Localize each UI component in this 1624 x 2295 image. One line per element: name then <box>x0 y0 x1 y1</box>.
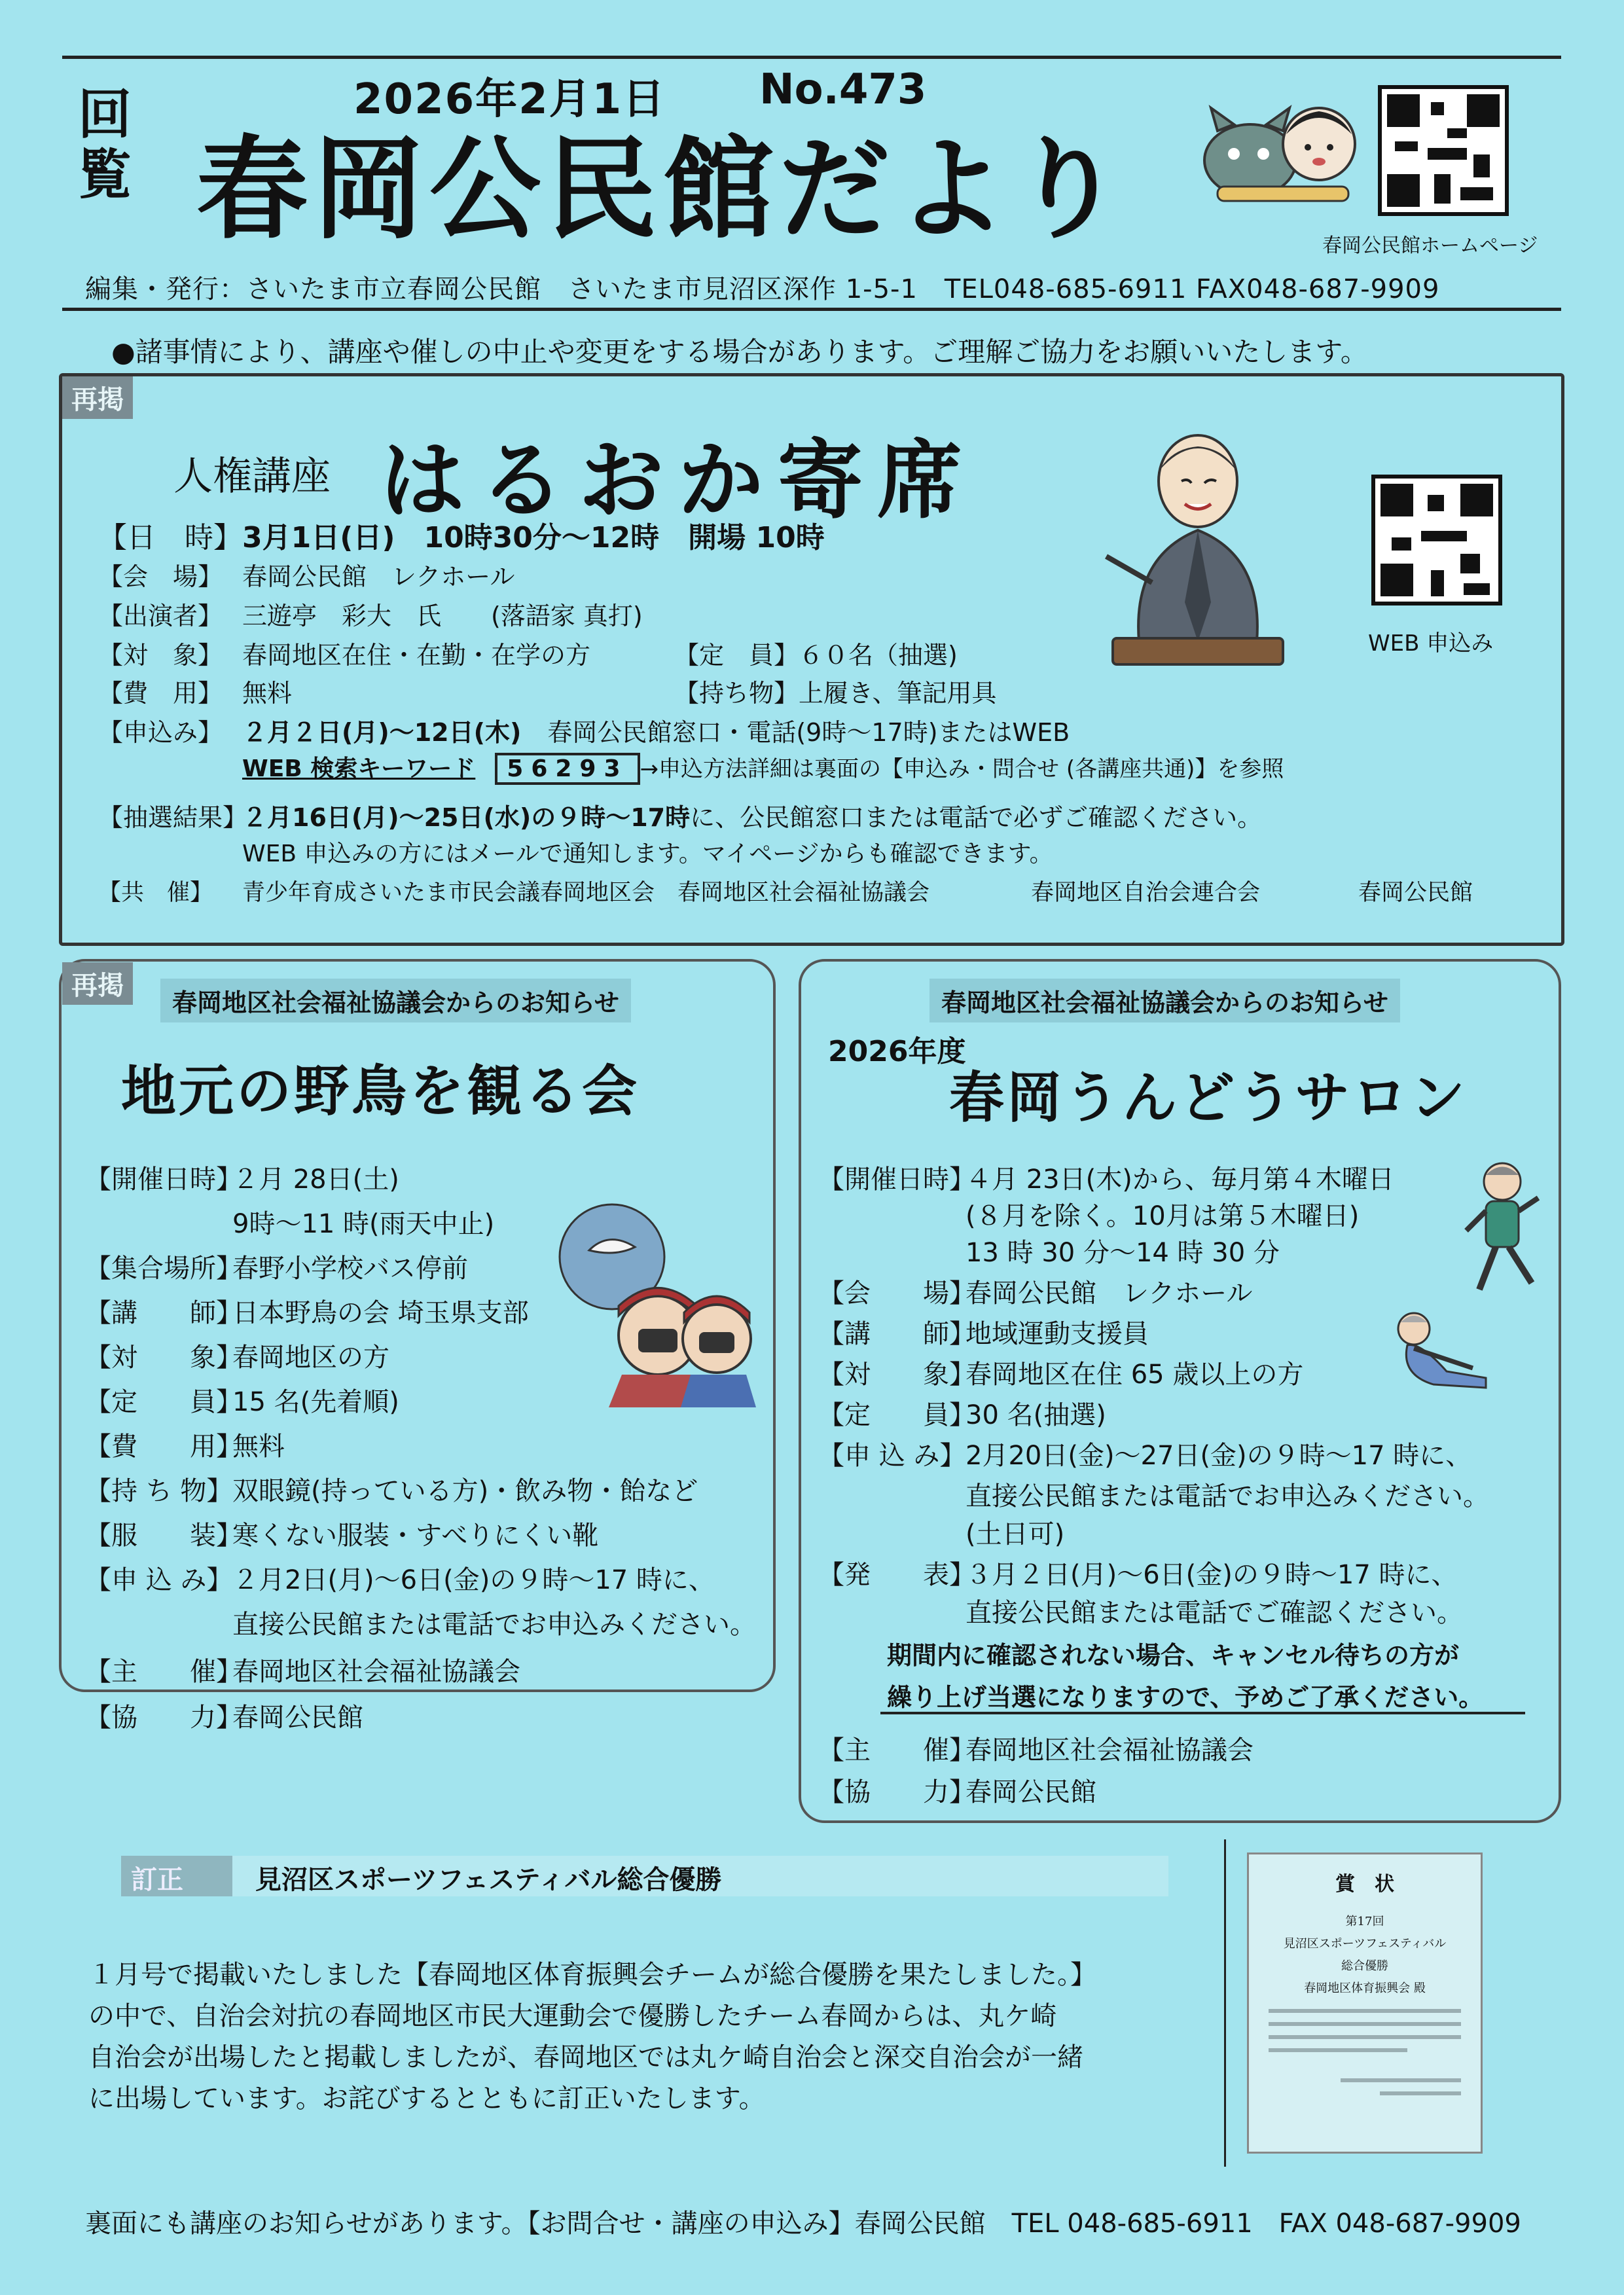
yose-apply-value: 春岡公民館窓口・電話(9時～17時)またはWEB <box>547 718 1070 747</box>
birds-row <box>85 1559 715 1597</box>
salon-row-label: 【会 場】 <box>818 1278 975 1309</box>
birds-row <box>85 1651 520 1688</box>
general-notice: ●諸事情により、講座や催しの中止や変更をする場合があります。ご理解ご協力をお願いいたします。 <box>111 336 1368 368</box>
salon-row-value: (土日可) <box>965 1519 1065 1549</box>
publisher-info: 編集・発行：さいたま市立春岡公民館 さいたま市見沼区深作 1-5-1 TEL048-685-6911 FAX048-687-9909 <box>85 274 1440 304</box>
salon-row-value: 春岡地区社会福祉協議会 <box>965 1735 1254 1765</box>
birds-row-value: 直接公民館または電話でお申込みください。 <box>232 1610 756 1640</box>
salon-row <box>818 1232 1280 1269</box>
salon-row <box>818 1159 1394 1196</box>
birds-row-value: 春野小学校バス停前 <box>232 1254 468 1284</box>
salon-row-label: 【定 員】 <box>818 1400 975 1430</box>
birds-row <box>85 1203 494 1240</box>
birds-row-value: 双眼鏡(持っている方)・飲み物・飴など <box>232 1476 698 1506</box>
birds-row-label: 【協 力】 <box>85 1703 242 1733</box>
yose-host-2: 春岡地区社会福祉協議会 <box>677 880 930 906</box>
award-certificate-image <box>1247 1852 1483 2154</box>
salon-row-value: ４月 23日(木)から、毎月第４木曜日 <box>965 1165 1394 1195</box>
issue-date: 2026年2月1日 <box>353 75 666 124</box>
birds-row-label: 【持 ち 物】 <box>85 1476 233 1506</box>
salon-row-value: 2月20日(金)～27日(金)の９時～17 時に、 <box>965 1441 1472 1471</box>
yose-apply-date: ２月２日(月)～12日(木) <box>242 718 522 747</box>
birds-row-value: 春岡公民館 <box>232 1703 363 1733</box>
correction-line: に出場しています。お詫びするとともに訂正いたします。 <box>88 2084 765 2114</box>
yose-venue-value: 春岡公民館 レクホール <box>242 562 515 591</box>
birds-row-value: 春岡地区社会福祉協議会 <box>232 1657 520 1687</box>
salon-row <box>818 1592 1463 1629</box>
yose-target-value: 春岡地区在住・在勤・在学の方 <box>242 641 591 670</box>
certificate-line: 春岡地区体育振興会 殿 <box>1304 1981 1426 1995</box>
birds-row <box>85 1248 468 1285</box>
web-search-keyword-label: WEB 検索キーワード <box>242 755 476 782</box>
salon-row-label: 【協 力】 <box>818 1777 975 1807</box>
salon-row-value: 春岡公民館 レクホール <box>965 1278 1253 1309</box>
rakugo-performer-illustration <box>1093 432 1290 681</box>
yose-host-label: 【共 催】 <box>98 880 213 906</box>
certificate-line: 第17回 <box>1345 1915 1384 1928</box>
correction-line: の中で、自治会対抗の春岡地区市民大運動会で優勝したチーム春岡からは、丸ケ崎 <box>88 2001 1057 2031</box>
birds-row-label: 【集合場所】 <box>85 1254 242 1284</box>
birds-row <box>85 1470 698 1508</box>
yose-venue-label: 【会 場】 <box>98 562 223 591</box>
birds-row <box>85 1604 756 1641</box>
yose-target-row <box>98 635 590 671</box>
salon-row <box>818 1435 1471 1472</box>
birds-row <box>85 1515 598 1552</box>
birds-title: 地元の野鳥を観る会 <box>121 1059 640 1123</box>
salon-row <box>818 1729 1254 1767</box>
yose-venue-row <box>98 556 514 592</box>
yose-host-4: 春岡公民館 <box>1358 880 1473 906</box>
birds-row-value: 9時～11 時(雨天中止) <box>232 1209 495 1239</box>
salon-from: 春岡地区社会福祉協議会からのお知らせ <box>929 979 1400 1022</box>
birds-row-label: 【主 催】 <box>85 1657 242 1687</box>
yose-fee-label: 【費 用】 <box>98 679 223 708</box>
yose-date-label: 【日 時】 <box>98 521 242 554</box>
salon-row <box>818 1554 1457 1591</box>
yose-date-row <box>98 514 825 556</box>
salon-row-value: 地域運動支援員 <box>965 1319 1149 1349</box>
yose-result-note: WEB 申込みの方にはメールで通知します。マイページからも確認できます。 <box>242 840 1053 867</box>
salon-title: 春岡うんどうサロン <box>949 1066 1468 1130</box>
salon-row-label: 【講 師】 <box>818 1319 975 1349</box>
yose-bring-label: 【持ち物】 <box>674 679 799 708</box>
yose-bring-row <box>674 673 996 709</box>
birds-row-label: 【服 装】 <box>85 1521 242 1551</box>
yose-fee-row <box>98 673 292 709</box>
salon-row-value: ３月２日(月)～6日(金)の９時～17 時に、 <box>965 1560 1458 1590</box>
yose-date-value: 3月1日(日) 10時30分～12時 開場 10時 <box>242 521 825 554</box>
salon-warning-1: 期間内に確認されない場合、キャンセル待ちの方が <box>887 1641 1460 1670</box>
yose-fee-value: 無料 <box>242 679 293 708</box>
yose-repost-tag: 再掲 <box>62 376 133 419</box>
salon-row-value: 春岡公民館 <box>965 1777 1096 1807</box>
yose-bring-value: 上履き、筆記用具 <box>799 679 997 708</box>
birds-row-label: 【費 用】 <box>85 1432 242 1462</box>
yose-target-label: 【対 象】 <box>98 641 223 670</box>
birds-row <box>85 1381 399 1419</box>
salon-row <box>818 1354 1303 1391</box>
salon-warning-underline <box>880 1712 1525 1714</box>
birds-row <box>85 1159 399 1196</box>
yose-pre-title: 人権講座 <box>173 454 331 499</box>
salon-row <box>818 1273 1252 1310</box>
birds-row-value: ２月2日(月)～6日(金)の９時～17 時に、 <box>232 1565 715 1595</box>
birds-row <box>85 1292 529 1329</box>
salon-row-value: (８月を除く。10月は第５木曜日) <box>965 1201 1360 1231</box>
salon-row <box>818 1771 1096 1809</box>
birds-row-value: 無料 <box>232 1432 285 1462</box>
yose-host-3: 春岡地区自治会連合会 <box>1031 880 1261 906</box>
stretching-person-illustration <box>1375 1303 1499 1394</box>
correction-title: 見沼区スポーツフェスティバル総合優勝 <box>255 1865 722 1895</box>
birds-row <box>85 1337 389 1374</box>
birds-row <box>85 1426 285 1463</box>
salon-row <box>818 1394 1106 1432</box>
top-rule <box>62 56 1561 59</box>
yose-host-1: 青少年育成さいたま市民会議春岡地区会 <box>242 880 655 906</box>
footer-contact: 裏面にも講座のお知らせがあります。【お問合せ・講座の申込み】春岡公民館 TEL 048-685-6911 FAX 048-687-9909 <box>85 2209 1521 2239</box>
birds-row-label: 【対 象】 <box>85 1343 242 1373</box>
salon-row <box>818 1475 1489 1513</box>
certificate-line: 見沼区スポーツフェスティバル <box>1283 1937 1447 1951</box>
yose-keyword-note: →申込方法詳細は裏面の【申込み・問合せ (各講座共通)】を参照 <box>640 756 1284 782</box>
issue-number: No.473 <box>759 65 927 114</box>
web-search-keyword[interactable]: 56293 <box>495 753 640 785</box>
salon-row-value: 13 時 30 分～14 時 30 分 <box>965 1238 1280 1268</box>
yose-result-row <box>98 797 1262 833</box>
homepage-qr-caption: 春岡公民館ホームページ <box>1322 234 1538 257</box>
header-bottom-rule <box>62 308 1561 311</box>
yose-capacity-label: 【定 員】 <box>674 641 799 670</box>
birds-row-value: 春岡地区の方 <box>232 1343 389 1373</box>
yose-keyword-row <box>242 750 1284 784</box>
birds-row-value: 15 名(先着順) <box>232 1387 399 1417</box>
yose-capacity-row <box>674 635 958 671</box>
yose-apply-row <box>98 712 1070 748</box>
running-person-illustration <box>1460 1159 1545 1303</box>
birds-row-label: 【申 込 み】 <box>85 1565 233 1595</box>
salon-row <box>818 1195 1359 1233</box>
salon-row-value: 30 名(抽選) <box>965 1400 1106 1430</box>
salon-row-value: 直接公民館または電話でお申込みください。 <box>965 1481 1489 1511</box>
salon-row <box>818 1513 1064 1551</box>
birds-from: 春岡地区社会福祉協議会からのお知らせ <box>160 979 631 1022</box>
birds-row <box>85 1697 363 1734</box>
yose-apply-label: 【申込み】 <box>98 718 223 747</box>
yose-host-row <box>98 875 1473 907</box>
salon-row-label: 【申 込 み】 <box>818 1441 966 1471</box>
birds-repost-tag: 再掲 <box>62 962 133 1005</box>
certificate-title: 賞 状 <box>1335 1873 1394 1896</box>
salon-row <box>818 1313 1149 1350</box>
salon-row-label: 【主 催】 <box>818 1735 975 1765</box>
yose-title: はるおか寄席 <box>380 430 977 530</box>
birds-row-label: 【開催日時】 <box>85 1165 242 1195</box>
yose-result-label: 【抽選結果】 <box>98 803 248 832</box>
yose-performer-label: 【出演者】 <box>98 602 223 630</box>
salon-row-label: 【発 表】 <box>818 1560 975 1590</box>
yose-result-date: ２月16日(月)～25日(水)の９時～17時 <box>242 803 691 832</box>
birds-row-value: 寒くない服装・すべりにくい靴 <box>232 1521 599 1551</box>
salon-row-label: 【対 象】 <box>818 1360 975 1390</box>
correction-tag: 訂正 <box>131 1865 183 1895</box>
birds-row-label: 【定 員】 <box>85 1387 242 1417</box>
correction-line: 自治会が出場したと掲載しましたが、春岡地区では丸ケ崎自治会と深交自治会が一緒 <box>88 2042 1083 2072</box>
newsletter-title: 春岡公民館だより <box>196 125 1129 255</box>
yose-performer-row <box>98 596 643 632</box>
mascot-illustration <box>1191 88 1375 206</box>
yose-result-value: に、公民館窓口または電話で必ずご確認ください。 <box>690 803 1263 832</box>
yose-performer-value: 三遊亭 彩大 氏 (落語家 真打) <box>242 602 643 630</box>
yose-capacity-value: ６０名（抽選) <box>799 641 958 670</box>
salon-row-label: 【開催日時】 <box>818 1165 975 1195</box>
bird-watchers-illustration <box>550 1198 759 1407</box>
correction-divider <box>1224 1839 1226 2167</box>
correction-line: １月号で掲載いたしました【春岡地区体育振興会チームが総合優勝を果たしました。】 <box>88 1960 1096 1990</box>
salon-row-value: 直接公民館または電話でご確認ください。 <box>965 1598 1463 1628</box>
salon-row-value: 春岡地区在住 65 歳以上の方 <box>965 1360 1304 1390</box>
birds-row-label: 【講 師】 <box>85 1298 242 1328</box>
web-apply-qr-caption: WEB 申込み <box>1368 630 1494 657</box>
salon-warning-2: 繰り上げ当選になりますので、予めご了承ください。 <box>887 1683 1484 1712</box>
homepage-qr-code[interactable] <box>1378 85 1509 216</box>
web-apply-qr-code[interactable] <box>1371 475 1502 605</box>
birds-row-value: ２月 28日(土) <box>232 1165 399 1195</box>
certificate-line: 総合優勝 <box>1341 1959 1388 1973</box>
birds-row-value: 日本野鳥の会 埼玉県支部 <box>232 1298 529 1328</box>
salon-year: 2026年度 <box>828 1035 966 1068</box>
kairan-label: 回覧 <box>77 84 132 206</box>
